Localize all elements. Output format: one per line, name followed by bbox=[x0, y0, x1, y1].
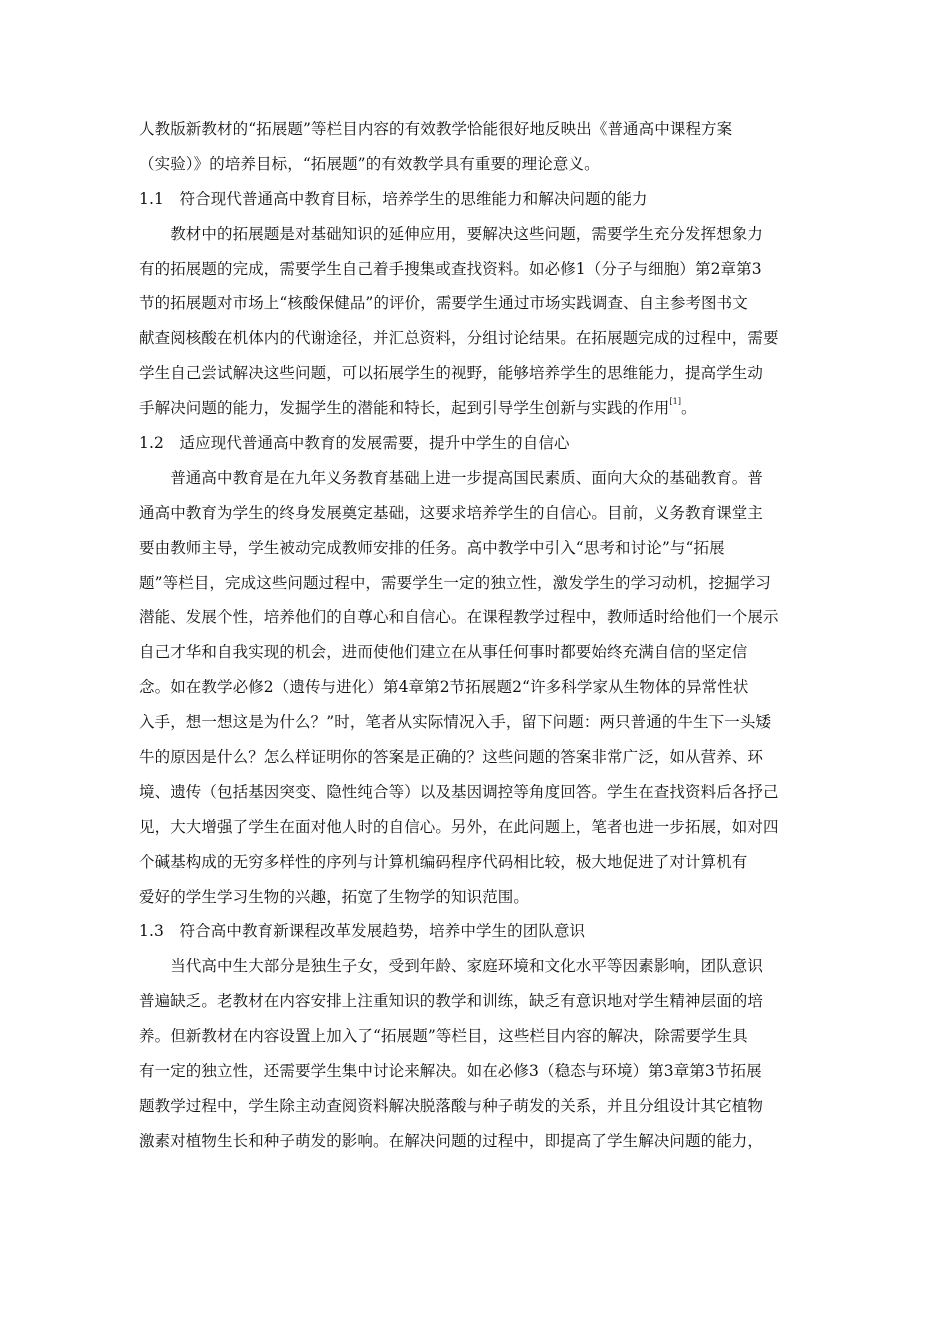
text-line: 献查阅核酸在机体内的代谢途径，并汇总资料，分组讨论结果。在拓展题完成的过程中，需要 bbox=[139, 329, 779, 348]
text-line: 题”等栏目，完成这些问题过程中，需要学生一定的独立性，激发学生的学习动机，挖掘学习 bbox=[139, 573, 772, 592]
text-line: 有一定的独立性，还需要学生集中讨论来解决。如在必修3（稳态与环境）第3章第3节拓展 bbox=[139, 1062, 762, 1081]
text-line: 教材中的拓展题是对基础知识的延伸应用，要解决这些问题，需要学生充分发挥想象力 bbox=[139, 224, 764, 243]
document-body bbox=[139, 112, 811, 1159]
text-line: 个碱基构成的无穷多样性的序列与计算机编码程序代码相比较，极大地促进了对计算机有 bbox=[139, 852, 748, 871]
text-line: 节的拓展题对市场上“核酸保健品”的评价，需要学生通过市场实践调查、自主参考图书文 bbox=[139, 294, 748, 313]
text-line: 境、遗传（包括基因突变、隐性纯合等）以及基因调控等角度回答。学生在查找资料后各抒己 bbox=[139, 782, 779, 801]
text-line: 潜能、发展个性，培养他们的自尊心和自信心。在课程教学过程中，教师适时给他们一个展示 bbox=[139, 608, 779, 627]
text-line: 要由教师主导，学生被动完成教师安排的任务。高中教学中引入“思考和讨论”与“拓展 bbox=[139, 538, 725, 557]
citation-marker: [1] bbox=[669, 397, 682, 407]
text-line: 见，大大增强了学生在面对他人时的自信心。另外，在此问题上，笔者也进一步拓展，如对四 bbox=[139, 817, 779, 836]
section-heading-1-3: 1.3 符合高中教育新课程改革发展趋势，培养中学生的团队意识 bbox=[139, 922, 586, 941]
text-fragment: 。 bbox=[681, 399, 697, 418]
text-line: 养。但新教材在内容设置上加入了“拓展题”等栏目，这些栏目内容的解决，除需要学生具 bbox=[139, 1027, 748, 1046]
section-heading-1-1: 1.1 符合现代普通高中教育目标，培养学生的思维能力和解决问题的能力 bbox=[139, 189, 648, 208]
text-line: 学生自己尝试解决这些问题，可以拓展学生的视野，能够培养学生的思维能力，提高学生动 bbox=[139, 364, 764, 383]
section-1-2-paragraph bbox=[139, 461, 811, 915]
text-line bbox=[139, 391, 811, 426]
text-line: 题教学过程中，学生除主动查阅资料解决脱落酸与种子萌发的关系，并且分组设计其它植物 bbox=[139, 1096, 764, 1115]
text-line: 自己才华和自我实现的机会，进而使他们建立在从事任何事时都要始终充满自信的坚定信 bbox=[139, 643, 748, 662]
text-line: （实验）》的培养目标，“拓展题”的有效教学具有重要的理论意义。 bbox=[139, 154, 600, 173]
text-line: 有的拓展题的完成，需要学生自己着手搜集或查找资料。如必修1（分子与细胞）第2章第3 bbox=[139, 259, 762, 278]
text-line: 人教版新教材的“拓展题”等栏目内容的有效教学恰能很好地反映出《普通高中课程方案 bbox=[139, 120, 733, 138]
text-line: 念。如在教学必修2（遗传与进化）第4章第2节拓展题2“许多科学家从生物体的异常性状 bbox=[139, 678, 749, 697]
text-line: 当代高中生大部分是独生子女，受到年龄、家庭环境和文化水平等因素影响，团队意识 bbox=[139, 957, 764, 976]
text-line: 通高中教育为学生的终身发展奠定基础，这要求培养学生的自信心。目前，义务教育课堂主 bbox=[139, 503, 764, 522]
section-heading-1-2: 1.2 适应现代普通高中教育的发展需要，提升中学生的自信心 bbox=[139, 434, 570, 453]
text-line: 普通高中教育是在九年义务教育基础上进一步提高国民素质、面向大众的基础教育。普 bbox=[139, 468, 764, 487]
section-1-1-paragraph bbox=[139, 217, 811, 426]
intro-paragraph bbox=[139, 112, 811, 182]
text-line: 激素对植物生长和种子萌发的影响。在解决问题的过程中，即提高了学生解决问题的能力， bbox=[139, 1131, 764, 1150]
text-line: 入手，想一想这是为什么？”时，笔者从实际情况入手，留下问题：两只普通的牛生下一头矮 bbox=[139, 713, 772, 732]
text-fragment: 手解决问题的能力，发掘学生的潜能和特长，起到引导学生创新与实践的作用 bbox=[139, 399, 670, 418]
text-line: 牛的原因是什么？怎么样证明你的答案是正确的？这些问题的答案非常广泛，如从营养、环 bbox=[139, 748, 764, 767]
text-line: 爱好的学生学习生物的兴趣，拓宽了生物学的知识范围。 bbox=[139, 887, 530, 906]
section-1-3-paragraph bbox=[139, 949, 811, 1158]
text-line: 普遍缺乏。老教材在内容安排上注重知识的教学和训练，缺乏有意识地对学生精神层面的培 bbox=[139, 992, 764, 1011]
